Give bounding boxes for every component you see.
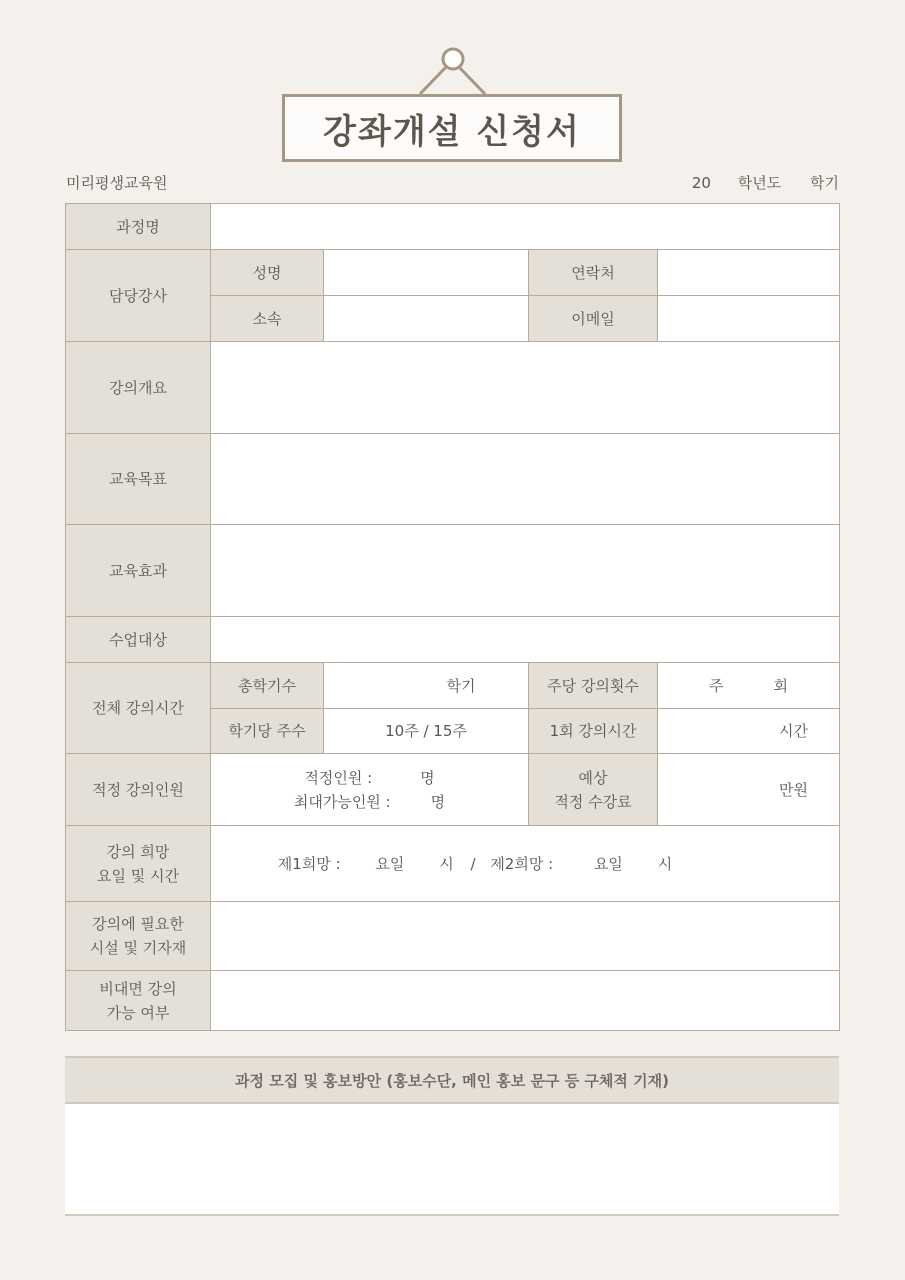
facilities-label-line-2: 시설 및 기자재 — [89, 939, 187, 957]
application-form-table — [65, 203, 840, 1031]
max-count-unit: 명 — [430, 792, 446, 811]
row-target — [66, 617, 840, 663]
label-goals: 교육목표 — [66, 434, 211, 525]
facilities-label-line-1: 강의에 필요한 — [92, 915, 184, 933]
fee-label-line-1: 예상 — [578, 768, 608, 787]
label-instructor: 담당강사 — [66, 250, 211, 342]
input-course-name[interactable] — [211, 204, 840, 250]
proper-count-unit: 명 — [420, 768, 435, 787]
input-facilities[interactable] — [211, 902, 840, 971]
label-name: 성명 — [211, 250, 324, 296]
input-weekly-sessions[interactable] — [658, 663, 840, 709]
input-effects[interactable] — [211, 525, 840, 617]
row-schedule — [66, 826, 840, 902]
promotion-plan-input[interactable] — [65, 1104, 839, 1216]
input-goals[interactable] — [211, 434, 840, 525]
page-title: 강좌개설 신청서 — [323, 111, 581, 152]
input-capacity[interactable] — [211, 754, 529, 826]
label-total-semesters: 총학기수 — [211, 663, 324, 709]
first-choice-label: 제1희망 : — [277, 854, 341, 873]
label-total-time: 전체 강의시간 — [66, 663, 211, 754]
input-weeks-per-semester[interactable]: 10주 / 15주 — [324, 709, 529, 754]
label-facilities — [66, 902, 211, 971]
label-session-hours: 1회 강의시간 — [529, 709, 658, 754]
semester-unit: 학기 — [446, 676, 476, 695]
fee-unit: 만원 — [779, 780, 808, 799]
schedule-label-line-1: 강의 희망 — [106, 842, 170, 861]
row-course-name — [66, 204, 840, 250]
input-remote[interactable] — [211, 971, 840, 1031]
input-email[interactable] — [658, 296, 840, 342]
promotion-plan-header: 과정 모집 및 홍보방안 (홍보수단, 메인 홍보 문구 등 구체적 기재) — [65, 1056, 839, 1104]
row-remote — [66, 971, 840, 1031]
title-plaque — [282, 94, 622, 162]
schedule-label-line-2: 요일 및 시간 — [97, 866, 179, 885]
label-capacity: 적정 강의인원 — [66, 754, 211, 826]
label-overview: 강의개요 — [66, 342, 211, 434]
first-choice-day: 요일 — [375, 854, 405, 873]
label-weeks-per-semester: 학기당 주수 — [211, 709, 324, 754]
remote-label-line-1: 비대면 강의 — [99, 979, 177, 998]
row-overview — [66, 342, 840, 434]
input-name[interactable] — [324, 250, 529, 296]
label-remote — [66, 971, 211, 1031]
input-target[interactable] — [211, 617, 840, 663]
first-choice-hour: 시 — [439, 854, 454, 873]
row-capacity — [66, 754, 840, 826]
organization-name: 미리평생교육원 — [66, 174, 168, 192]
label-weekly-sessions: 주당 강의횟수 — [529, 663, 658, 709]
row-facilities — [66, 902, 840, 971]
row-instructor-1 — [66, 250, 840, 296]
label-course-name: 과정명 — [66, 204, 211, 250]
input-total-semesters[interactable] — [324, 663, 529, 709]
input-overview[interactable] — [211, 342, 840, 434]
label-affiliation: 소속 — [211, 296, 324, 342]
year-prefix: 20 — [691, 174, 711, 192]
input-contact[interactable] — [658, 250, 840, 296]
row-goals — [66, 434, 840, 525]
max-count-label: 최대가능인원 : — [293, 792, 391, 811]
semester-label: 학기 — [810, 174, 839, 192]
second-choice-hour: 시 — [657, 854, 673, 873]
row-time-1 — [66, 663, 840, 709]
label-effects: 교육효과 — [66, 525, 211, 617]
second-choice-label: 제2희망 : — [490, 854, 554, 873]
label-target: 수업대상 — [66, 617, 211, 663]
hanger-ornament — [0, 0, 905, 100]
term-line — [692, 172, 839, 193]
session-unit: 회 — [773, 676, 788, 695]
remote-label-line-2: 가능 여부 — [106, 1003, 170, 1022]
label-schedule — [66, 826, 211, 902]
input-expected-fee[interactable] — [658, 754, 840, 826]
fee-label-line-2: 적정 수강료 — [554, 792, 632, 811]
week-unit: 주 — [709, 676, 724, 695]
second-choice-day: 요일 — [593, 854, 623, 873]
label-expected-fee — [529, 754, 658, 826]
proper-count-label: 적정인원 : — [304, 768, 373, 787]
label-contact: 연락처 — [529, 250, 658, 296]
label-email: 이메일 — [529, 296, 658, 342]
hours-unit: 시간 — [779, 722, 808, 740]
year-suffix: 학년도 — [737, 174, 782, 192]
row-effects — [66, 525, 840, 617]
input-schedule[interactable] — [211, 826, 840, 902]
input-affiliation[interactable] — [324, 296, 529, 342]
choice-separator: / — [470, 854, 476, 873]
input-session-hours[interactable] — [658, 709, 840, 754]
